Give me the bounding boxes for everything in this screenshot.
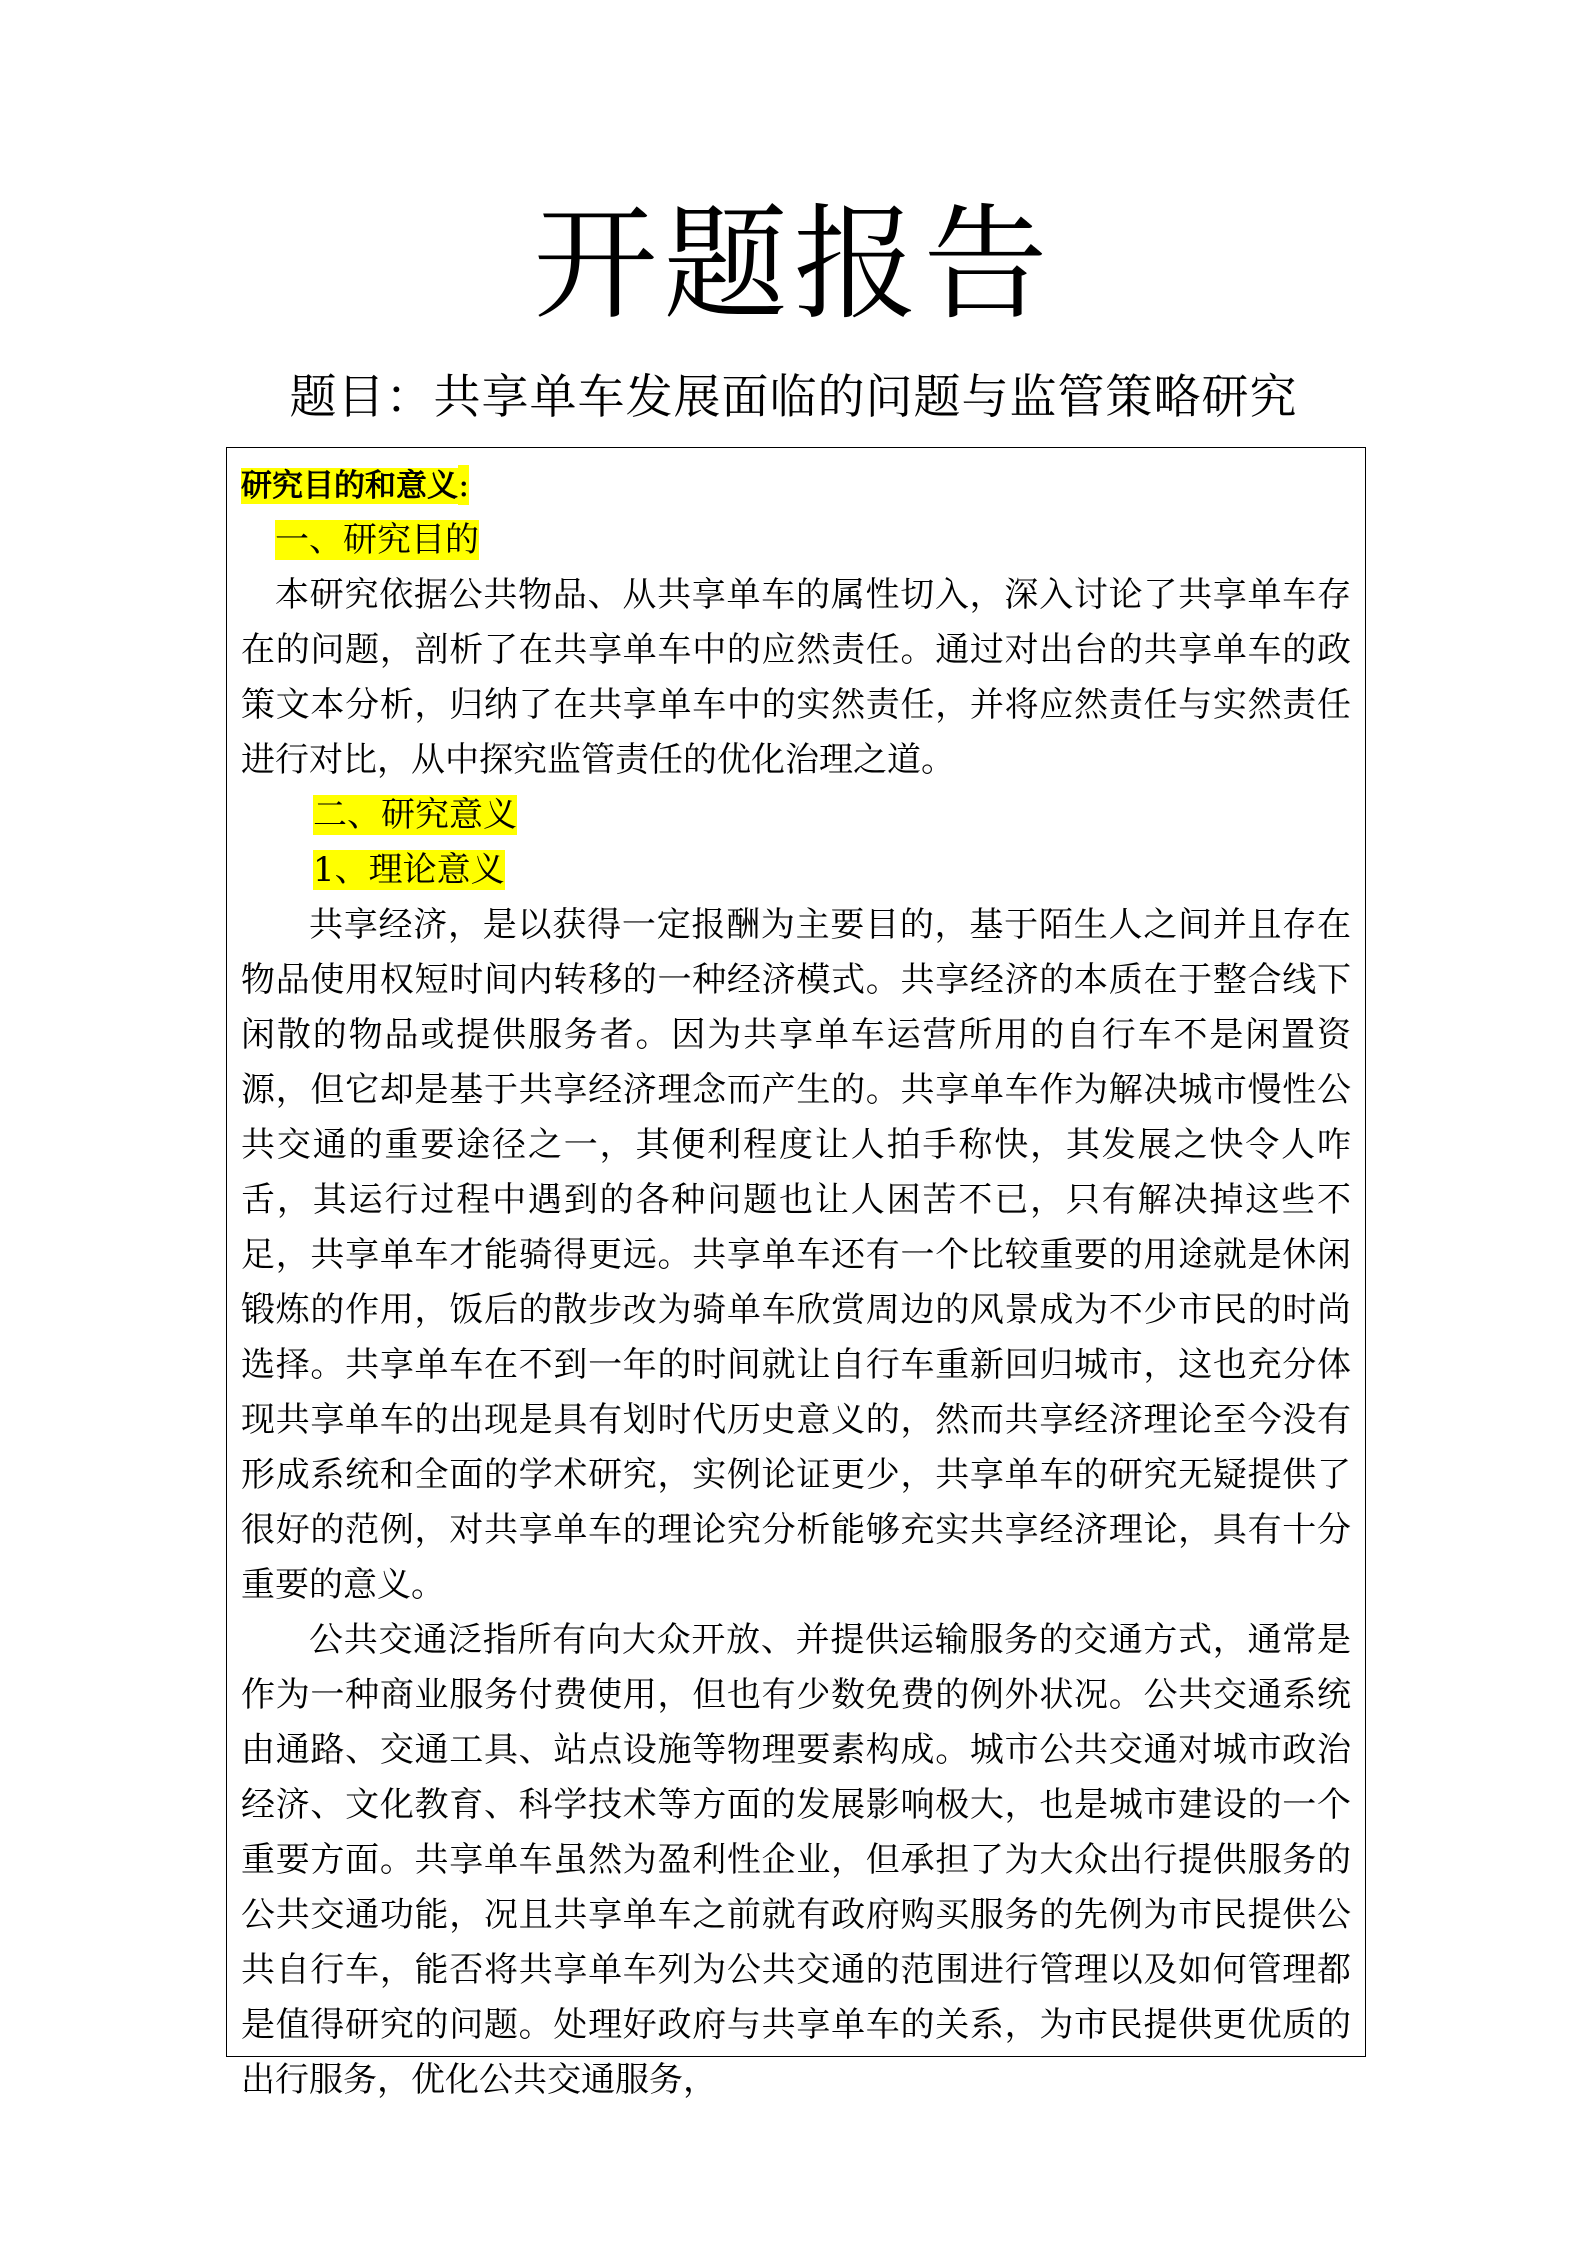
- section-heading-colon: :: [458, 465, 470, 505]
- subheading-research-significance: 二、研究意义: [313, 795, 517, 835]
- content-body: [241, 458, 1351, 2108]
- paragraph-public-transport: 公共交通泛指所有向大众开放、并提供运输服务的交通方式，通常是作为一种商业服务付费使用，但也有少数免费的例外状况。公共交通系统由通路、交通工具、站点设施等物理要素构成。城市公共交通对城市政治经济、文化教育、科学技术等方面的发展影响极大，也是城市建设的一个重要方面。共享单车虽然为盈利性企业，但承担了为大众出行提供服务的公共交通功能，况且共享单车之前就有政府购买服务的先例为市民提供公共自行车，能否将共享单车列为公共交通的范围进行管理以及如何管理都是值得研究的问题。处理好政府与共享单车的关系，为市民提供更优质的出行服务，优化公共交通服务，: [241, 1620, 1351, 2100]
- paragraph-research-purpose: 本研究依据公共物品、从共享单车的属性切入，深入讨论了共享单车存在的问题，剖析了在共享单车中的应然责任。通过对出台的共享单车的政策文本分析，归纳了在共享单车中的实然责任，并将应然责任与实然责任进行对比，从中探究监管责任的优化治理之道。: [241, 575, 1351, 780]
- subheading-theoretical-significance-line: [241, 843, 1351, 898]
- subheading-theoretical-significance: 1、理论意义: [313, 850, 505, 890]
- document-title: 开题报告: [533, 193, 1054, 337]
- section-heading: 研究目的和意义: [241, 468, 458, 504]
- section-heading-line: [241, 458, 1351, 513]
- subheading-research-purpose-line: [241, 513, 1351, 568]
- paragraph-theoretical-significance: 共享经济，是以获得一定报酬为主要目的，基于陌生人之间并且存在物品使用权短时间内转移的一种经济模式。共享经济的本质在于整合线下闲散的物品或提供服务者。因为共享单车运营所用的自行车不是闲置资源，但它却是基于共享经济理念而产生的。共享单车作为解决城市慢性公共交通的重要途径之一，其便利程度让人拍手称快，其发展之快令人咋舌，其运行过程中遇到的各种问题也让人困苦不已，只有解决掉这些不足，共享单车才能骑得更远。共享单车还有一个比较重要的用途就是休闲锻炼的作用，饭后的散步改为骑单车欣赏周边的风景成为不少市民的时尚选择。共享单车在不到一年的时间就让自行车重新回归城市，这也充分体现共享单车的出现是具有划时代历史意义的，然而共享经济理论至今没有形成系统和全面的学术研究，实例论证更少，共享单车的研究无疑提供了很好的范例，对共享单车的理论究分析能够充实共享经济理论，具有十分重要的意义。: [241, 905, 1351, 1605]
- subheading-research-significance-line: [241, 788, 1351, 843]
- document-subtitle: 题目：共享单车发展面临的问题与监管策略研究: [289, 370, 1298, 425]
- content-box: [226, 447, 1366, 2100]
- subheading-research-purpose: 一、研究目的: [275, 520, 479, 560]
